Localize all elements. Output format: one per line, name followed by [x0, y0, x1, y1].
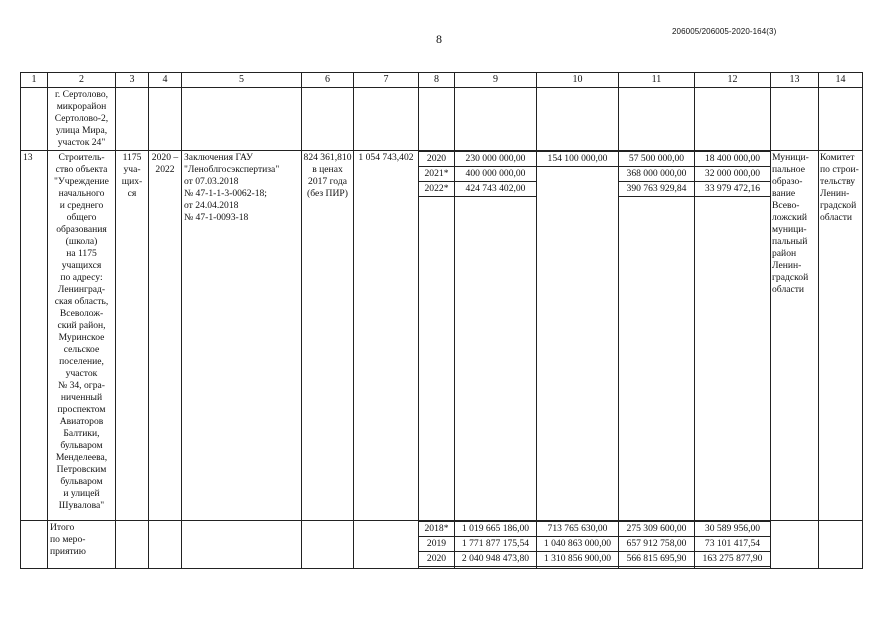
- total-2021: 400 000 000,00: [455, 167, 537, 182]
- col-header-6: 6: [302, 73, 354, 88]
- sum-regional-2019: 657 912 758,00: [619, 537, 695, 552]
- regional-2020: 57 500 000,00: [619, 152, 695, 167]
- municipal-2021: 32 000 000,00: [695, 167, 771, 182]
- col-header-7: 7: [354, 73, 419, 88]
- col-header-8: 8: [419, 73, 455, 88]
- sum-federal-2019: 1 040 863 000,00: [537, 537, 619, 552]
- sum-municipal-2019: 73 101 417,54: [695, 537, 771, 552]
- object-description: Строитель- ство объекта "Учреждение начального и среднего общего образования (школа) на 1175 учащихся по адресу: Ленинград- ская область, Всеволож- ский район, Муринское сельское поселение, участок № 34, огра- ниченный проспектом Авиаторов Балтики, бульваром Менделеева, Петровским бульваром и улицей Шувалова": [48, 151, 116, 521]
- total-2020: 230 000 000,00: [455, 152, 537, 167]
- continued-row: [21, 88, 863, 151]
- col-header-11: 11: [619, 73, 695, 88]
- col-header-2: 2: [48, 73, 116, 88]
- col-header-1: 1: [21, 73, 48, 88]
- period: 2020 – 2022: [149, 151, 182, 521]
- total-year-2019: 2019: [419, 537, 455, 552]
- sum-federal-2020: 1 310 856 900,00: [537, 552, 619, 567]
- col-header-9: 9: [455, 73, 537, 88]
- regional-2021: 368 000 000,00: [619, 167, 695, 182]
- sum-regional-2018: 275 309 600,00: [619, 522, 695, 537]
- regional-2022: 390 763 929,84: [619, 182, 695, 197]
- executor: Комитет по строи- тельству Ленин- градской области: [819, 151, 863, 521]
- estimated-cost: 824 361,810 в ценах 2017 года (без ПИР): [302, 151, 354, 521]
- col-header-5: 5: [182, 73, 302, 88]
- table-row-13: [21, 151, 863, 521]
- year-2021: 2021*: [419, 167, 455, 182]
- customer: Муници- пальное образо- вание Всево- ложский муници- пальный район Ленин- градской области: [771, 151, 819, 521]
- col-header-10: 10: [537, 73, 619, 88]
- year-2022: 2022*: [419, 182, 455, 197]
- year-2020: 2020: [419, 152, 455, 167]
- program-table: [20, 72, 863, 569]
- sum-total-2018: 1 019 665 186,00: [455, 522, 537, 537]
- expertise-conclusions: Заключения ГАУ "Леноблгосэкспертиза" от 07.03.2018 № 47-1-1-3-0062-18; от 24.04.2018 № 47-1-0093-18: [182, 151, 302, 521]
- page-number: 8: [436, 32, 442, 46]
- municipal-2020: 18 400 000,00: [695, 152, 771, 167]
- total-label: Итого по меро- приятию: [48, 521, 116, 569]
- col-header-4: 4: [149, 73, 182, 88]
- capacity: 1175 уча- щих- ся: [116, 151, 149, 521]
- current-cost: 1 054 743,402: [354, 151, 419, 521]
- col-header-3: 3: [116, 73, 149, 88]
- col-header-14: 14: [819, 73, 863, 88]
- municipal-2022: 33 979 472,16: [695, 182, 771, 197]
- total-year-2018: 2018*: [419, 522, 455, 537]
- total-row: [21, 521, 863, 569]
- sum-federal-2018: 713 765 630,00: [537, 522, 619, 537]
- col-header-13: 13: [771, 73, 819, 88]
- location-cell: г. Сертолово, микрорайон Сертолово-2, улица Мира, участок 24": [48, 88, 116, 151]
- total-2022: 424 743 402,00: [455, 182, 537, 197]
- col-header-12: 12: [695, 73, 771, 88]
- total-year-2020: 2020: [419, 552, 455, 567]
- row-number: 13: [21, 151, 48, 521]
- sum-total-2020: 2 040 948 473,80: [455, 552, 537, 567]
- sum-municipal-2018: 30 589 956,00: [695, 522, 771, 537]
- federal-2020: 154 100 000,00: [537, 152, 619, 167]
- sum-total-2019: 1 771 877 175,54: [455, 537, 537, 552]
- document-id: 206005/206005-2020-164(3): [672, 27, 777, 36]
- column-number-row: [21, 73, 863, 88]
- sum-municipal-2020: 163 275 877,90: [695, 552, 771, 567]
- sum-regional-2020: 566 815 695,90: [619, 552, 695, 567]
